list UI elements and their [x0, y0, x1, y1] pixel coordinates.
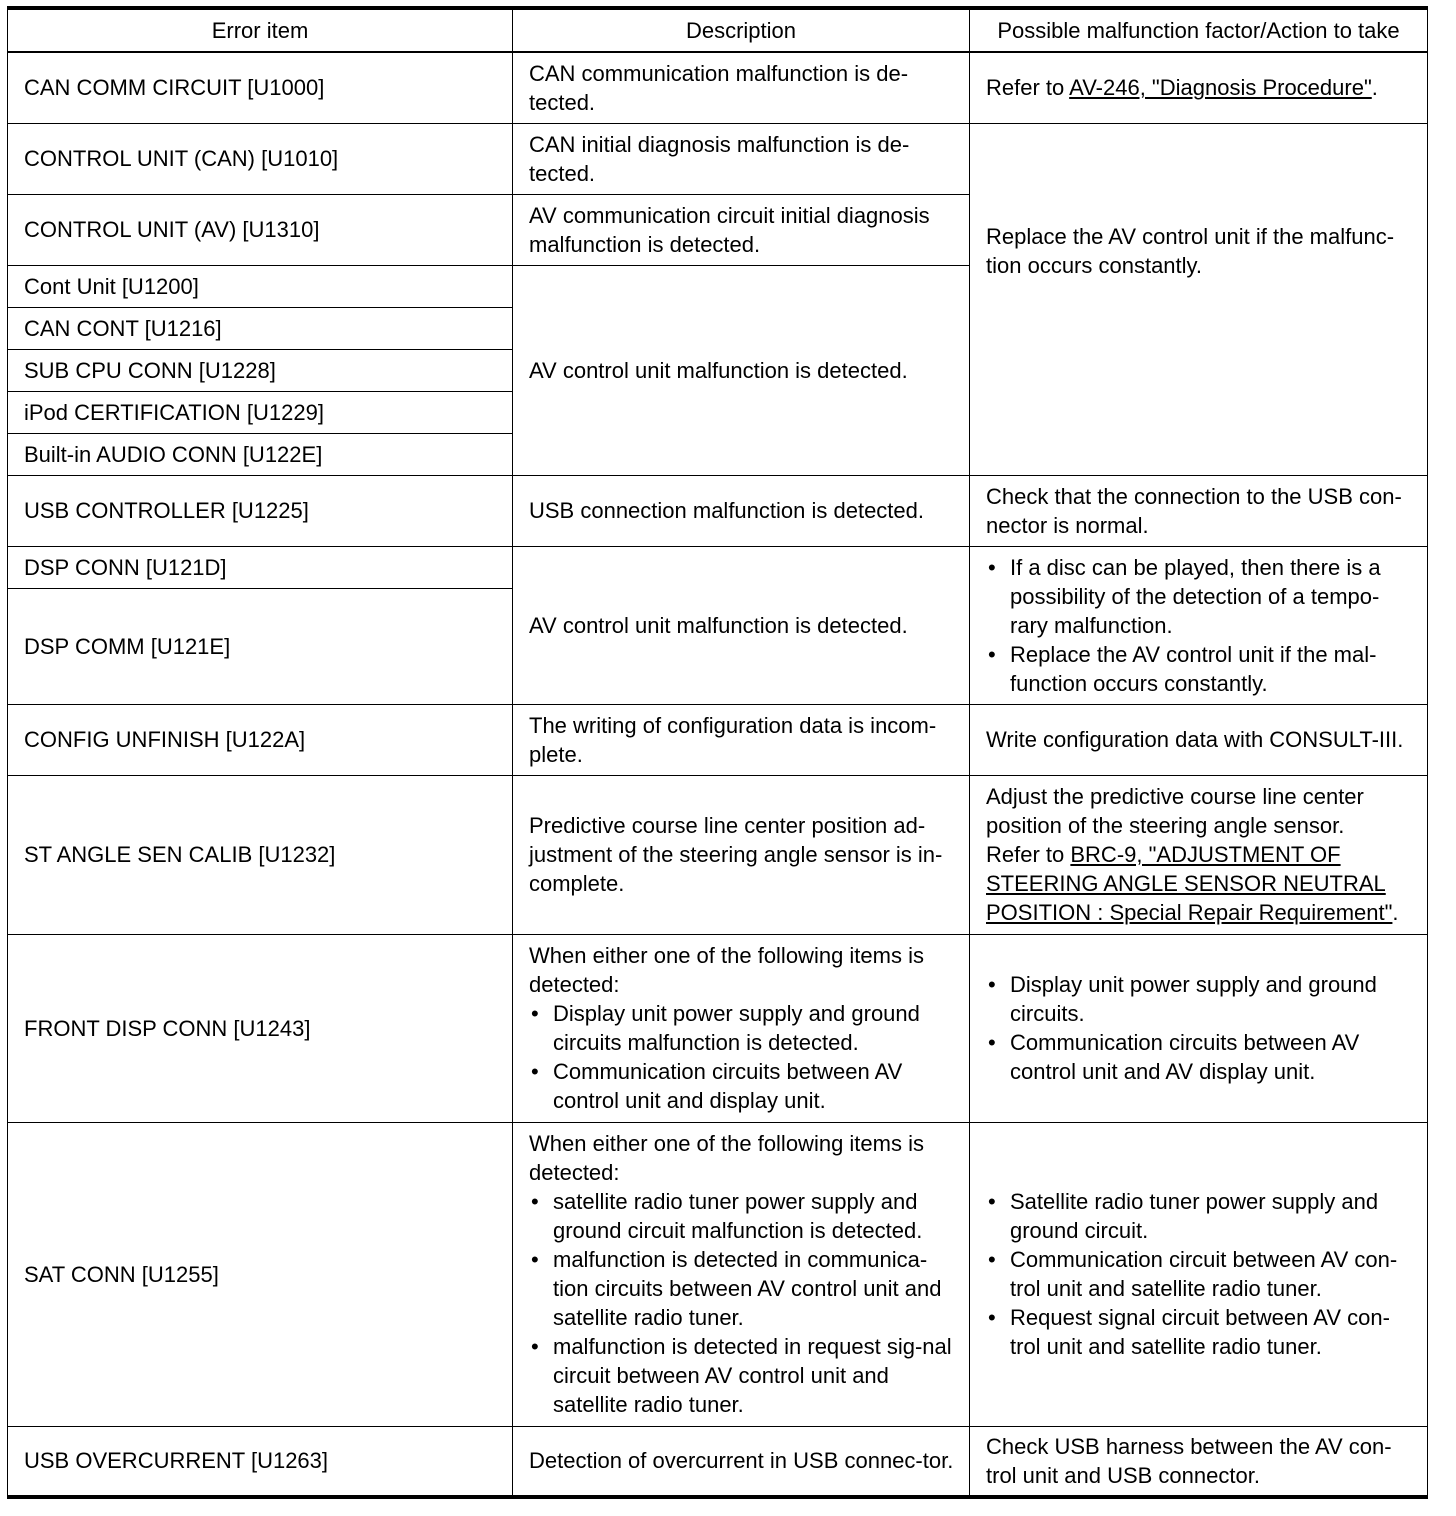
description-intro: When either one of the following items is detected: — [529, 1131, 924, 1185]
action-cell: Replace the AV control unit if the malfunc-tion occurs constantly. — [970, 123, 1428, 475]
action-cell — [970, 934, 1428, 1122]
action-cell: Write configuration data with CONSULT-III. — [970, 704, 1428, 775]
description-intro: When either one of the following items is detected: — [529, 943, 924, 997]
list-item: • Request signal circuit between AV con-trol unit and satellite radio tuner. — [986, 1303, 1417, 1361]
description-cell: Detection of overcurrent in USB connec-tor. — [513, 1426, 970, 1497]
description-cell — [513, 1122, 970, 1426]
list-item: • Communication circuits between AV control unit and AV display unit. — [986, 1028, 1417, 1086]
header-action: Possible malfunction factor/Action to take — [970, 8, 1428, 52]
table-row — [8, 1122, 1428, 1426]
action-cell: Check USB harness between the AV con-trol unit and USB connector. — [970, 1426, 1428, 1497]
description-cell: AV control unit malfunction is detected. — [513, 265, 970, 475]
table-row — [8, 934, 1428, 1122]
table-header-row — [8, 8, 1428, 52]
list-item: • Communication circuits between AV control unit and display unit. — [529, 1057, 959, 1115]
action-cell — [970, 52, 1428, 123]
error-item-cell: CONTROL UNIT (AV) [U1310] — [8, 194, 513, 265]
error-item-cell: FRONT DISP CONN [U1243] — [8, 934, 513, 1122]
error-item-cell: USB OVERCURRENT [U1263] — [8, 1426, 513, 1497]
header-error-item: Error item — [8, 8, 513, 52]
error-item-cell: DSP COMM [U121E] — [8, 588, 513, 704]
error-item-cell: Cont Unit [U1200] — [8, 265, 513, 307]
error-item-cell: ST ANGLE SEN CALIB [U1232] — [8, 775, 513, 934]
description-cell: CAN initial diagnosis malfunction is de-tected. — [513, 123, 970, 194]
action-text: Refer to — [986, 75, 1070, 101]
table-row — [8, 475, 1428, 546]
reference-link[interactable]: BRC-9, "ADJUSTMENT OF STEERING ANGLE SENSOR NEUTRAL POSITION : Special Repair Requirement" — [986, 842, 1393, 925]
table-row — [8, 52, 1428, 123]
list-item: • Display unit power supply and ground circuits malfunction is detected. — [529, 999, 959, 1057]
error-item-cell: Built-in AUDIO CONN [U122E] — [8, 433, 513, 475]
action-cell: Check that the connection to the USB con-nector is normal. — [970, 475, 1428, 546]
description-cell: CAN communication malfunction is de-tected. — [513, 52, 970, 123]
description-cell: AV control unit malfunction is detected. — [513, 546, 970, 704]
action-text: Adjust the predictive course line center position of the steering angle sensor. — [986, 784, 1364, 838]
description-cell: The writing of configuration data is incom-plete. — [513, 704, 970, 775]
error-item-cell: CONFIG UNFINISH [U122A] — [8, 704, 513, 775]
description-cell — [513, 934, 970, 1122]
action-cell — [970, 775, 1428, 934]
action-prefix: Refer to — [986, 842, 1071, 867]
table-row — [8, 775, 1428, 934]
error-item-cell: CAN COMM CIRCUIT [U1000] — [8, 52, 513, 123]
description-cell: USB connection malfunction is detected. — [513, 475, 970, 546]
action-suffix: . — [1392, 900, 1399, 925]
description-cell: Predictive course line center position ad-justment of the steering angle sensor is in-complete. — [513, 775, 970, 934]
table-row — [8, 704, 1428, 775]
list-item: • Communication circuit between AV con-trol unit and satellite radio tuner. — [986, 1245, 1417, 1303]
list-item: • If a disc can be played, then there is a possibility of the detection of a tempo-rary malfunction. — [986, 553, 1417, 640]
description-bullet-list — [529, 1187, 959, 1419]
error-item-table — [7, 6, 1428, 1499]
action-suffix: . — [1371, 75, 1378, 101]
action-bullet-list — [986, 553, 1417, 698]
header-description: Description — [513, 8, 970, 52]
error-item-cell: SAT CONN [U1255] — [8, 1122, 513, 1426]
error-item-cell: CONTROL UNIT (CAN) [U1010] — [8, 123, 513, 194]
list-item: • satellite radio tuner power supply and ground circuit malfunction is detected. — [529, 1187, 959, 1245]
action-cell — [970, 546, 1428, 704]
error-item-cell: USB CONTROLLER [U1225] — [8, 475, 513, 546]
table-row — [8, 1426, 1428, 1497]
description-cell: AV communication circuit initial diagnosis malfunction is detected. — [513, 194, 970, 265]
list-item: • Replace the AV control unit if the mal-function occurs constantly. — [986, 640, 1417, 698]
list-item: • malfunction is detected in request sig-nal circuit between AV control unit and satellite radio tuner. — [529, 1332, 959, 1419]
error-table-container — [7, 6, 1427, 1499]
error-item-cell: SUB CPU CONN [U1228] — [8, 349, 513, 391]
list-item: • Satellite radio tuner power supply and ground circuit. — [986, 1187, 1417, 1245]
description-bullet-list — [529, 999, 959, 1115]
list-item: • malfunction is detected in communica-tion circuits between AV control unit and satellite radio tuner. — [529, 1245, 959, 1332]
table-row — [8, 123, 1428, 194]
action-cell — [970, 1122, 1428, 1426]
action-bullet-list — [986, 1187, 1417, 1361]
table-row — [8, 546, 1428, 588]
reference-link[interactable]: AV-246, "Diagnosis Procedure" — [1069, 75, 1372, 101]
error-item-cell: DSP CONN [U121D] — [8, 546, 513, 588]
action-bullet-list — [986, 970, 1417, 1086]
error-item-cell: iPod CERTIFICATION [U1229] — [8, 391, 513, 433]
error-item-cell: CAN CONT [U1216] — [8, 307, 513, 349]
list-item: • Display unit power supply and ground circuits. — [986, 970, 1417, 1028]
